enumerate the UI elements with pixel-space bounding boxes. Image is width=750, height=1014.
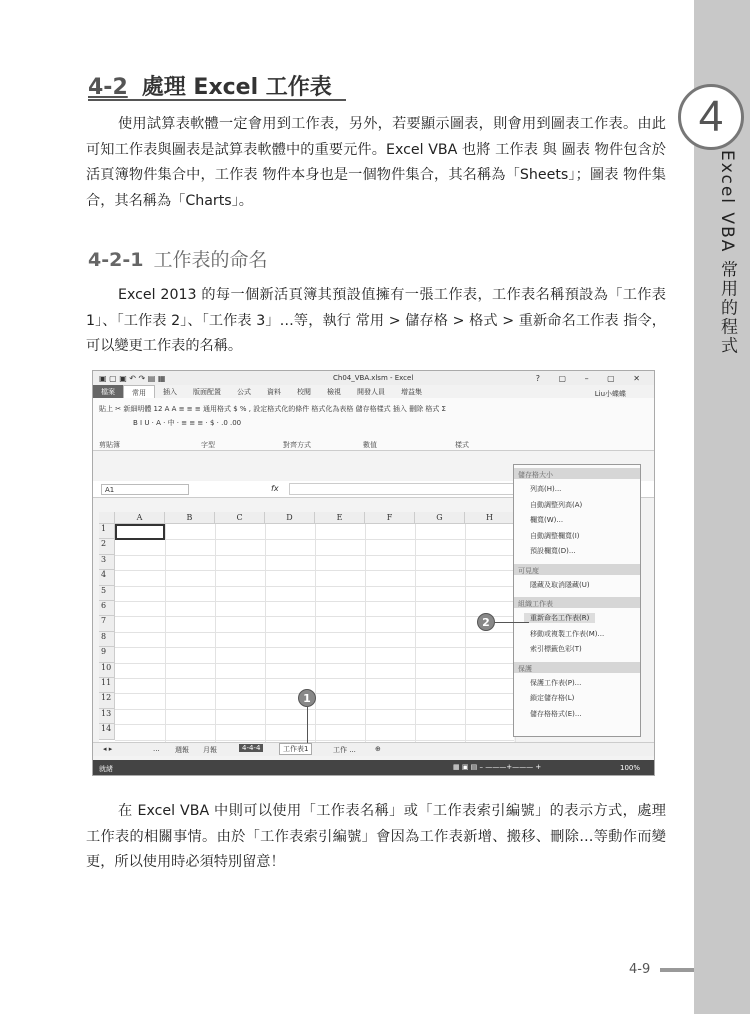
- callout-1-line: [307, 707, 308, 743]
- section-heading: [88, 70, 332, 101]
- column-header[interactable]: G: [415, 512, 465, 524]
- ribbon-tab[interactable]: 公式: [237, 388, 251, 396]
- column-header[interactable]: A: [115, 512, 165, 524]
- active-cell-a1[interactable]: [115, 524, 165, 540]
- page-number: 4-9: [629, 962, 651, 977]
- ribbon-commands[interactable]: 貼上 ✂ 新細明體 12 A A ≡ ≡ ≡ 通用格式 $ % , 設定格式化的條件 格式化為表格 儲存格樣式 插入 刪除 格式 Σ: [99, 405, 446, 413]
- menu-section-header: 組織工作表: [518, 600, 553, 608]
- window-controls[interactable]: ? ▢ – ▢ ✕: [535, 373, 648, 383]
- format-dropdown-menu: [513, 464, 641, 737]
- row-header[interactable]: 1: [99, 524, 115, 539]
- grid-line: [115, 724, 514, 725]
- callout-1: 1: [298, 689, 316, 707]
- ribbon-tab[interactable]: 常用: [123, 385, 155, 398]
- sheet-tab[interactable]: 4-4-4: [239, 744, 263, 752]
- section-number: 4-2: [88, 75, 128, 100]
- column-header[interactable]: D: [265, 512, 315, 524]
- sheet-tab-bar: [93, 742, 654, 756]
- column-header[interactable]: B: [165, 512, 215, 524]
- sheet-tab[interactable]: 工作 ...: [333, 746, 356, 754]
- user-account[interactable]: Liu小蝶蝶: [594, 390, 626, 398]
- name-box[interactable]: A1: [101, 484, 189, 495]
- sheet-tab[interactable]: ...: [153, 745, 160, 753]
- grid-line: [115, 601, 514, 602]
- ribbon-tab[interactable]: 檔案: [93, 385, 123, 398]
- page-number-bar: [660, 968, 694, 972]
- grid-line: [115, 709, 514, 710]
- zoom-level[interactable]: 100%: [619, 764, 640, 772]
- row-header[interactable]: 6: [99, 601, 115, 616]
- row-header[interactable]: 3: [99, 555, 115, 570]
- row-header[interactable]: 10: [99, 663, 115, 678]
- group-number: 數值: [363, 441, 377, 449]
- grid-line: [115, 616, 514, 617]
- paragraph-naming: Excel 2013 的每一個新活頁簿其預設值擁有一張工作表，工作表名稱預設為「工作表 1」、「工作表 2」、「工作表 3」…等，執行 常用 > 儲存格 > 格式 > 重新命名工作表 指令，可以變更工作表的名稱。: [86, 287, 666, 354]
- grid-line: [115, 555, 514, 556]
- window-title: Ch04_VBA.xlsm - Excel: [333, 374, 414, 382]
- row-header[interactable]: 2: [99, 539, 115, 554]
- add-sheet-icon[interactable]: ⊕: [375, 745, 381, 753]
- fx-icon[interactable]: fx: [271, 484, 279, 493]
- ribbon-tab[interactable]: 開發人員: [357, 388, 385, 396]
- callout-2: 2: [477, 613, 495, 631]
- row-header[interactable]: 12: [99, 693, 115, 708]
- menu-item[interactable]: 預設欄寬(D)...: [530, 547, 576, 555]
- column-header[interactable]: E: [315, 512, 365, 524]
- menu-item[interactable]: 隱藏及取消隱藏(U): [530, 580, 590, 589]
- menu-item[interactable]: 儲存格格式(E)...: [530, 709, 582, 718]
- excel-title-bar: [93, 371, 654, 385]
- sheet-nav-arrows[interactable]: ◂ ▸: [103, 745, 113, 753]
- column-header[interactable]: F: [365, 512, 415, 524]
- grid-line: [115, 647, 514, 648]
- ribbon-font-row: B I U · A · 中 · ≡ ≡ ≡ · $ · .0 .00: [133, 419, 242, 427]
- sheet-tab[interactable]: 週報: [175, 746, 189, 754]
- grid-line: [115, 539, 514, 540]
- paragraph-intro: 使用試算表軟體一定會用到工作表，另外，若要顯示圖表，則會用到圖表工作表。由此可知工作表與圖表是試算表軟體中的重要元件。Excel VBA 也將 工作表 與 圖表 物件包含於活頁簿物件集合中，工作表 物件本身也是一個物件集合，其名稱為「Sheets」；圖表 物件集合，其名稱為「Charts」。: [86, 116, 666, 209]
- section-title: 處理 Excel 工作表: [141, 75, 332, 100]
- grid-line: [115, 586, 514, 587]
- chapter-number-badge: 4: [678, 84, 744, 150]
- menu-item[interactable]: 保護工作表(P)...: [530, 678, 582, 687]
- ribbon-tab[interactable]: 資料: [267, 388, 281, 396]
- row-header[interactable]: 5: [99, 586, 115, 601]
- ribbon: [93, 398, 654, 451]
- subsection-title: 工作表的命名: [153, 249, 268, 271]
- paragraph-index: 在 Excel VBA 中則可以使用「工作表名稱」或「工作表索引編號」的表示方式，處理工作表的相關事情。由於「工作表索引編號」會因為工作表新增、搬移、刪除…等動作而變更，所以使用時必須特別留意！: [86, 803, 666, 870]
- menu-section-header: 可見度: [518, 566, 539, 575]
- ribbon-tab[interactable]: 校閱: [297, 388, 311, 396]
- menu-item[interactable]: 列高(H)...: [530, 485, 562, 493]
- ribbon-tab[interactable]: 版面配置: [193, 388, 221, 396]
- row-header[interactable]: 11: [99, 678, 115, 693]
- column-header[interactable]: C: [215, 512, 265, 524]
- row-header[interactable]: 8: [99, 632, 115, 647]
- menu-item[interactable]: 欄寬(W)...: [530, 516, 564, 524]
- grid-line: [115, 632, 514, 633]
- menu-item[interactable]: 自動調整列高(A): [530, 500, 583, 509]
- excel-screenshot: [92, 370, 655, 776]
- callout-2-line: [495, 622, 529, 623]
- ribbon-tab[interactable]: 增益集: [401, 388, 422, 396]
- menu-item[interactable]: 自動調整欄寬(I): [530, 531, 580, 540]
- group-font: 字型: [201, 441, 215, 449]
- menu-section-header: 儲存格大小: [518, 471, 553, 479]
- ribbon-tab[interactable]: 檢視: [327, 388, 341, 396]
- status-ready: 就緒: [99, 765, 113, 773]
- menu-item[interactable]: 索引標籤色彩(T): [530, 645, 582, 653]
- menu-item[interactable]: 鎖定儲存格(L): [530, 694, 575, 702]
- row-header[interactable]: 13: [99, 709, 115, 724]
- group-clipboard: 剪貼簿: [99, 441, 120, 449]
- menu-section-band: [514, 662, 640, 673]
- group-styles: 樣式: [455, 441, 469, 449]
- row-header[interactable]: 4: [99, 570, 115, 585]
- menu-section-header: 保護: [518, 664, 532, 673]
- row-header[interactable]: 9: [99, 647, 115, 662]
- select-all-corner[interactable]: [99, 512, 115, 524]
- column-header[interactable]: H: [465, 512, 515, 524]
- row-header[interactable]: 14: [99, 724, 115, 739]
- sheet-tab[interactable]: 月報: [203, 746, 217, 754]
- grid-line: [115, 740, 514, 741]
- grid-line: [115, 678, 514, 679]
- grid-line: [115, 663, 514, 664]
- ribbon-tabs: [93, 385, 654, 398]
- section-underline: [88, 99, 346, 101]
- subsection-number: 4-2-1: [88, 249, 144, 271]
- menu-item[interactable]: 移動或複製工作表(M)...: [530, 629, 605, 638]
- row-header[interactable]: 7: [99, 616, 115, 631]
- chapter-title: Excel VBA 常用的程式: [717, 150, 737, 356]
- view-buttons[interactable]: ▦ ▣ ▤ – ———+——— +: [453, 763, 542, 771]
- grid-line: [115, 570, 514, 571]
- sheet-tab[interactable]: 工作表1: [279, 743, 312, 755]
- subsection-heading: [88, 245, 267, 272]
- group-alignment: 對齊方式: [283, 441, 311, 449]
- excel-app-icon: ▣ ▢ ▣ ↶ ↷ ▤ ▦: [99, 373, 166, 383]
- ribbon-tab[interactable]: 插入: [163, 388, 177, 396]
- menu-item[interactable]: 重新命名工作表(R): [524, 613, 595, 623]
- status-bar: [93, 760, 654, 776]
